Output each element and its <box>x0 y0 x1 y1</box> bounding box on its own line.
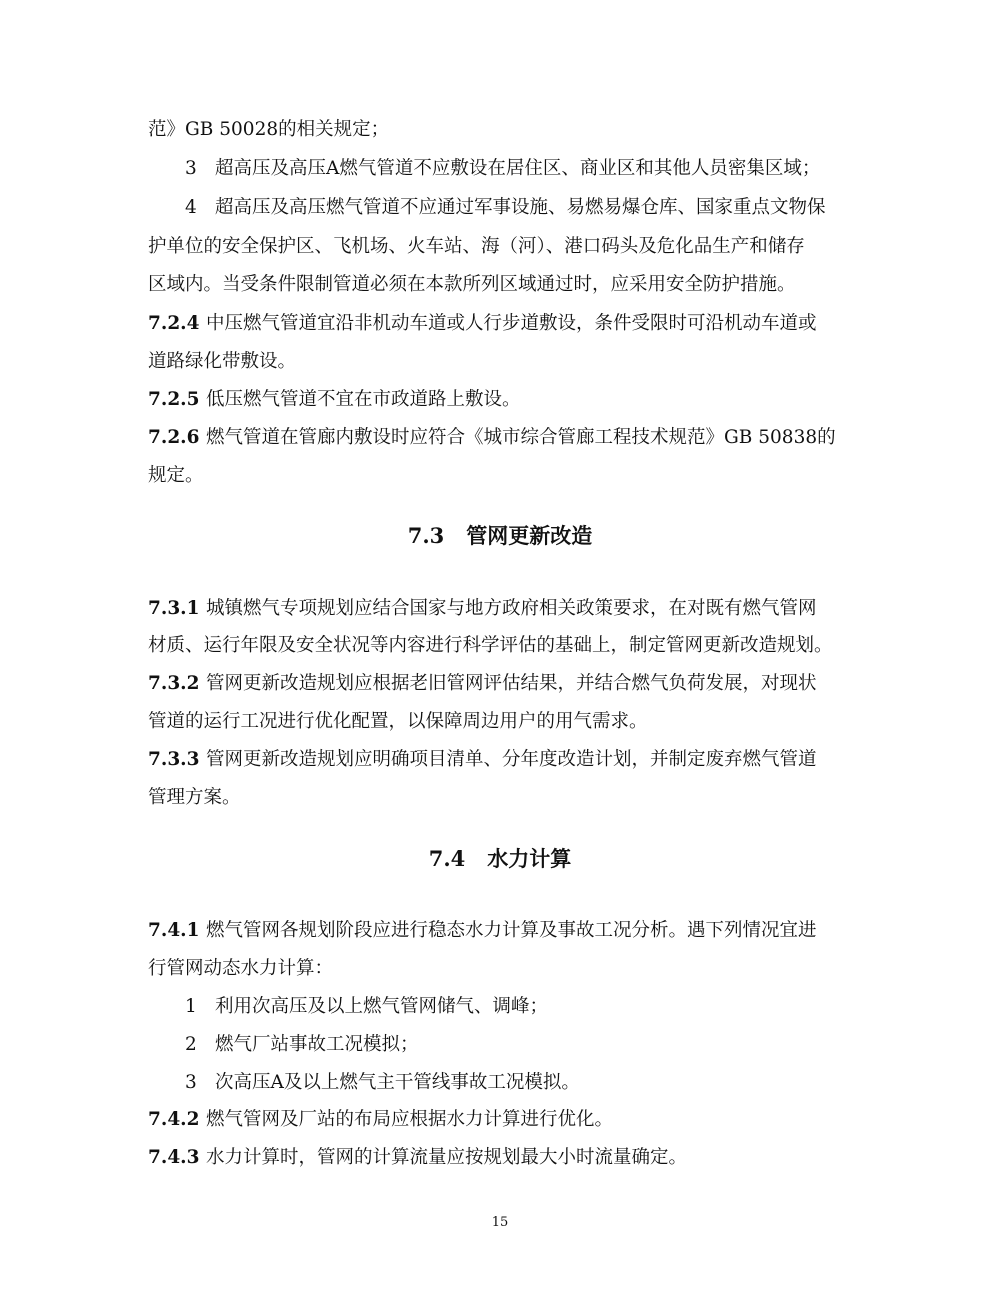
section-number: 7.4 <box>428 846 466 871</box>
paragraph-line: 管道的运行工况进行优化配置，以保障周边用户的用气需求。 <box>148 711 648 732</box>
list-item: 1 利用次高压及以上燃气管网储气、调峰； <box>185 994 548 1020</box>
item-number: 4 <box>185 197 197 218</box>
paragraph-line: 规定。 <box>148 465 204 486</box>
item-number: 3 <box>185 1072 197 1093</box>
paragraph-line: 范》GB 50028的相关规定； <box>148 119 390 140</box>
clause-7-3-1: 7.3.1 城镇燃气专项规划应结合国家与地方政府相关政策要求，在对既有燃气管网 <box>148 596 817 622</box>
paragraph-line: 护单位的安全保护区、飞机场、火车站、海（河）、港口码头及危化品生产和储存 <box>148 236 805 257</box>
item-number: 2 <box>185 1034 197 1055</box>
list-item: 3 次高压A及以上燃气主干管线事故工况模拟。 <box>185 1070 580 1096</box>
clause-7-4-3: 7.4.3 水力计算时，管网的计算流量应按规划最大小时流量确定。 <box>148 1145 687 1171</box>
clause-number: 7.2.4 <box>148 313 200 334</box>
section-heading-7-4 <box>0 844 1000 874</box>
clause-number: 7.4.1 <box>148 920 200 941</box>
clause-number: 7.4.3 <box>148 1147 200 1168</box>
list-item: 4 超高压及高压燃气管道不应通过军事设施、易燃易爆仓库、国家重点文物保 <box>185 195 826 221</box>
paragraph-line: 材质、运行年限及安全状况等内容进行科学评估的基础上，制定管网更新改造规划。 <box>148 635 833 656</box>
clause-7-3-3: 7.3.3 管网更新改造规划应明确项目清单、分年度改造计划，并制定废弃燃气管道 <box>148 747 817 773</box>
item-number: 1 <box>185 996 197 1017</box>
section-number: 7.3 <box>407 523 445 548</box>
paragraph-line: 道路绿化带敷设。 <box>148 351 297 372</box>
clause-number: 7.4.2 <box>148 1109 200 1130</box>
clause-7-4-1: 7.4.1 燃气管网各规划阶段应进行稳态水力计算及事故工况分析。遇下列情况宜进 <box>148 918 817 944</box>
clause-7-2-6: 7.2.6 燃气管道在管廊内敷设时应符合《城市综合管廊工程技术规范》GB 50838的 <box>148 425 836 451</box>
clause-7-2-4: 7.2.4 中压燃气管道宜沿非机动车道或人行步道敷设，条件受限时可沿机动车道或 <box>148 311 817 337</box>
paragraph-line: 行管网动态水力计算： <box>148 958 334 979</box>
clause-7-4-2: 7.4.2 燃气管网及厂站的布局应根据水力计算进行优化。 <box>148 1107 613 1133</box>
clause-number: 7.3.3 <box>148 749 200 770</box>
list-item: 3 超高压及高压A燃气管道不应敷设在居住区、商业区和其他人员密集区域； <box>185 156 820 182</box>
paragraph-line: 区域内。当受条件限制管道必须在本款所列区域通过时，应采用安全防护措施。 <box>148 274 796 295</box>
clause-7-2-5: 7.2.5 低压燃气管道不宜在市政道路上敷设。 <box>148 387 521 413</box>
list-item: 2 燃气厂站事故工况模拟； <box>185 1032 419 1058</box>
clause-number: 7.2.5 <box>148 389 200 410</box>
section-heading-7-3 <box>0 521 1000 551</box>
section-title: 水力计算 <box>487 846 572 871</box>
clause-number: 7.3.2 <box>148 673 200 694</box>
clause-number: 7.2.6 <box>148 427 200 448</box>
page-number: 15 <box>491 1215 509 1230</box>
clause-number: 7.3.1 <box>148 598 200 619</box>
item-number: 3 <box>185 158 197 179</box>
clause-7-3-2: 7.3.2 管网更新改造规划应根据老旧管网评估结果，并结合燃气负荷发展，对现状 <box>148 671 817 697</box>
paragraph-line: 管理方案。 <box>148 787 241 808</box>
section-title: 管网更新改造 <box>466 523 593 548</box>
